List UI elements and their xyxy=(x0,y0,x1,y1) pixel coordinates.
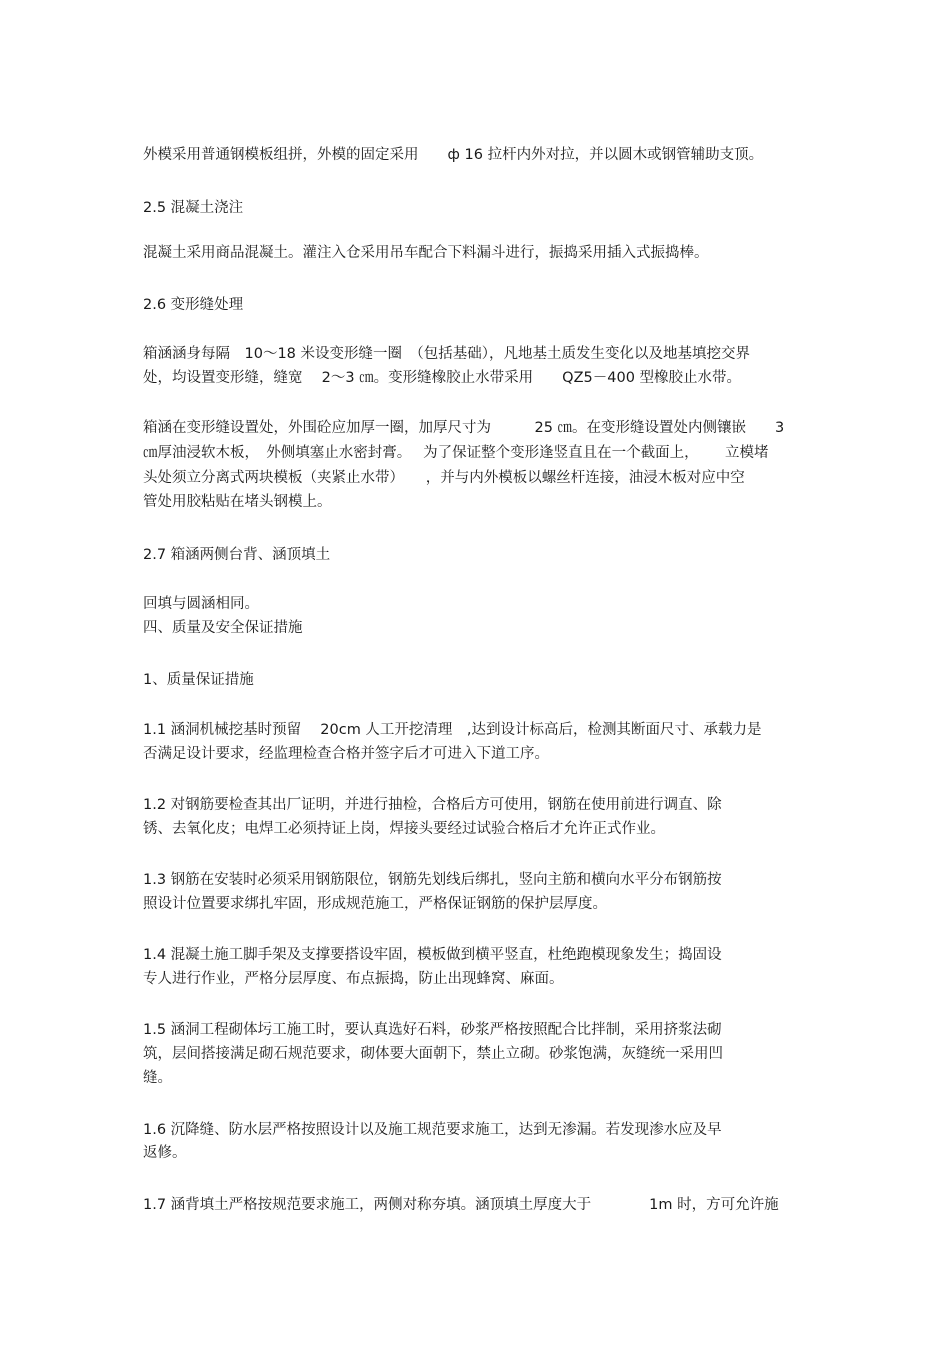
paragraph-2-6b-line: ㎝厚油浸软木板， 外侧填塞止水密封膏。 为了保证整个变形逢竖直且在一个截面上， 立模堵 xyxy=(143,445,769,461)
heading-2-7: 2.7 箱涵两侧台背、涵顶填土 xyxy=(143,547,331,563)
paragraph-1-2-line: 锈、去氧化皮；电焊工必须持证上岗，焊接头要经过试验合格后才允许正式作业。 xyxy=(143,821,665,837)
paragraph-1-6-line: 1.6 沉降缝、防水层严格按照设计以及施工规范要求施工，达到无渗漏。若发现渗水应及早 xyxy=(143,1122,722,1138)
heading-quality-measures: 1、质量保证措施 xyxy=(143,672,254,688)
paragraph-2-6a-line: 处，均设置变形缝，缝宽 2～3 ㎝。变形缝橡胶止水带采用 QZ5－400 型橡胶止水带。 xyxy=(143,370,742,386)
paragraph-formwork: 外模采用普通钢模板组拼，外模的固定采用 ф 16 拉杆内外对拉，并以圆木或钢管辅助支顶。 xyxy=(143,147,764,163)
paragraph-1-5-line: 缝。 xyxy=(143,1070,172,1086)
paragraph-2-6a-line: 箱涵涵身每隔 10～18 米设变形缝一圈 （包括基础），凡地基土质发生变化以及地基填挖交界 xyxy=(143,346,751,362)
paragraph-2-7: 回填与圆涵相同。 xyxy=(143,596,259,612)
paragraph-1-1-line: 1.1 涵洞机械挖基时预留 20cm 人工开挖清理 ,达到设计标高后，检测其断面尺寸、承载力是 xyxy=(143,722,762,738)
paragraph-2-5: 混凝土采用商品混凝土。灌注入仓采用吊车配合下料漏斗进行，振捣采用插入式振捣棒。 xyxy=(143,245,709,261)
heading-2-5: 2.5 混凝土浇注 xyxy=(143,200,244,216)
paragraph-1-6-line: 返修。 xyxy=(143,1145,187,1161)
paragraph-1-5-line: 筑，层间搭接满足砌石规范要求，砌体要大面朝下，禁止立砌。砂浆饱满，灰缝统一采用凹 xyxy=(143,1046,723,1062)
paragraph-2-6b-line: 箱涵在变形缝设置处，外围砼应加厚一圈，加厚尺寸为 25 ㎝。在变形缝设置处内侧镶嵌 3 xyxy=(143,420,785,436)
paragraph-1-1-line: 否满足设计要求，经监理检查合格并签字后才可进入下道工序。 xyxy=(143,746,549,762)
paragraph-1-5-line: 1.5 涵洞工程砌体圬工施工时，要认真选好石料，砂浆严格按照配合比拌制，采用挤浆法砌 xyxy=(143,1022,722,1038)
paragraph-1-4-line: 专人进行作业，严格分层厚度、布点振捣，防止出现蜂窝、麻面。 xyxy=(143,971,564,987)
heading-2-6: 2.6 变形缝处理 xyxy=(143,297,244,313)
paragraph-1-3-line: 照设计位置要求绑扎牢固，形成规范施工，严格保证钢筋的保护层厚度。 xyxy=(143,896,607,912)
paragraph-1-4-line: 1.4 混凝土施工脚手架及支撑要搭设牢固，模板做到横平竖直，杜绝跑模现象发生；捣固设 xyxy=(143,947,722,963)
paragraph-1-3-line: 1.3 钢筋在安装时必须采用钢筋限位，钢筋先划线后绑扎，竖向主筋和横向水平分布钢筋按 xyxy=(143,872,722,888)
paragraph-1-2-line: 1.2 对钢筋要检查其出厂证明，并进行抽检，合格后方可使用，钢筋在使用前进行调直、除 xyxy=(143,797,722,813)
paragraph-1-7: 1.7 涵背填土严格按规范要求施工，两侧对称夯填。涵顶填土厚度大于 1m 时，方可允许施 xyxy=(143,1197,779,1213)
paragraph-2-6b-line: 头处须立分离式两块模板（夹紧止水带） ，并与内外模板以螺丝杆连接，油浸木板对应中空 xyxy=(143,470,745,486)
heading-section-4: 四、质量及安全保证措施 xyxy=(143,620,303,636)
paragraph-2-6b-line: 管处用胶粘贴在堵头钢模上。 xyxy=(143,494,332,510)
